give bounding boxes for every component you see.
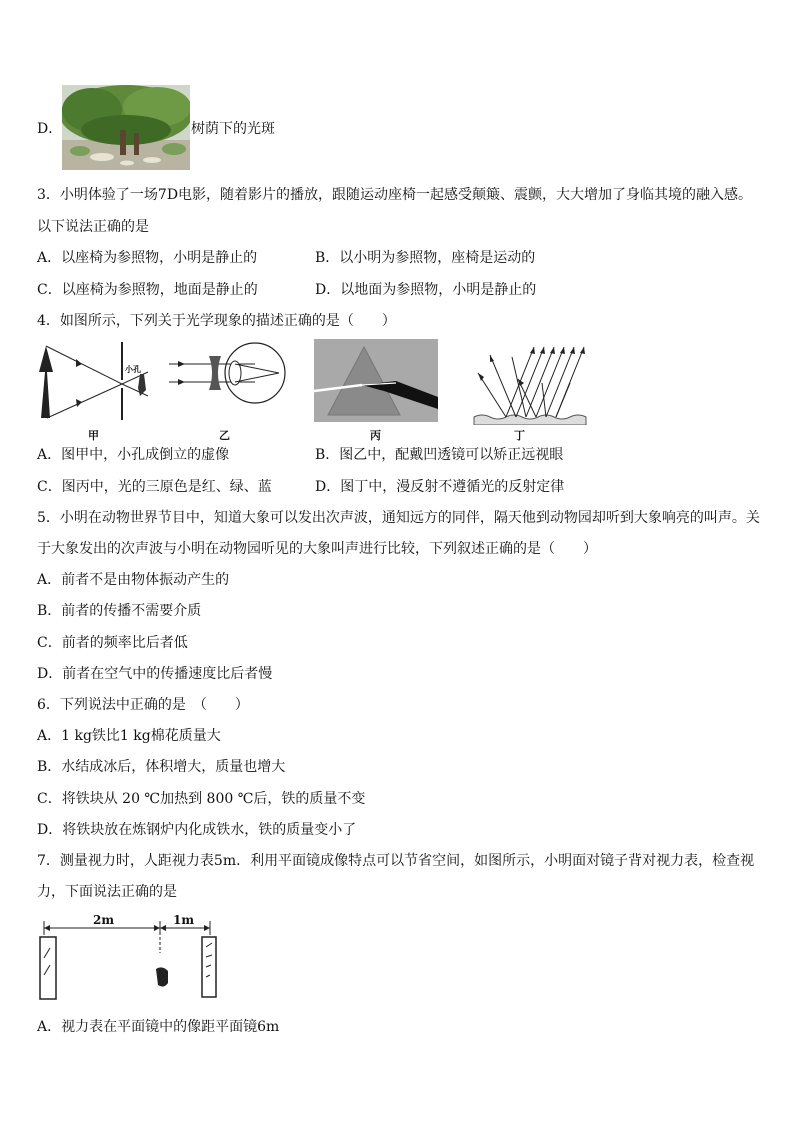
q7-stem-line1: 7．测量视力时，人距视力表5m．利用平面镜成像特点可以节省空间，如图所示，小明面对镜子背对视力表，检查视: [37, 853, 755, 869]
q4-stem: 4．如图所示，下列关于光学现象的描述正确的是（ ）: [37, 313, 396, 329]
q2-option-d-label: D．: [37, 121, 63, 137]
figure-label-ding: 丁: [514, 429, 525, 442]
q4-option-c: C．图丙中，光的三原色是红、绿、蓝: [37, 479, 272, 495]
q2-option-d-text: 树荫下的光斑: [191, 121, 275, 137]
figure-prism: [314, 339, 438, 422]
q6-stem: 6．下列说法中正确的是 （ ）: [37, 697, 249, 713]
q6-option-b: B．水结成冰后，体积增大，质量也增大: [37, 759, 286, 775]
q5-option-d: D．前者在空气中的传播速度比后者慢: [37, 666, 273, 682]
figure-eye-chart-mirror: [36, 913, 222, 1005]
q5-stem-line2: 于大象发出的次声波与小明在动物园听见的大象叫声进行比较，下列叙述正确的是（ ）: [37, 541, 597, 557]
q3-option-b: B．以小明为参照物，座椅是运动的: [315, 250, 536, 266]
q6-option-d: D．将铁块放在炼钢炉内化成铁水，铁的质量变小了: [37, 822, 357, 838]
q5-option-b: B．前者的传播不需要介质: [37, 603, 202, 619]
figure-pinhole: [36, 338, 152, 424]
q7-stem-line2: 力，下面说法正确的是: [37, 884, 177, 900]
figure-label-jia: 甲: [88, 429, 99, 442]
q5-option-c: C．前者的频率比后者低: [37, 635, 188, 651]
q6-option-c: C．将铁块从 20 ℃加热到 800 ℃后，铁的质量不变: [37, 791, 366, 807]
distance-label-2m: 2m: [93, 913, 115, 927]
q4-option-a: A．图甲中，小孔成倒立的虚像: [37, 447, 230, 463]
q5-option-a: A．前者不是由物体振动产生的: [37, 572, 230, 588]
q3-stem-line1: 3．小明体验了一场7D电影，随着影片的播放，跟随运动座椅一起感受颠簸、震颤，大大增加了身临其境的融入感。: [37, 187, 753, 203]
figure-label-bing: 丙: [370, 429, 381, 442]
distance-label-1m: 1m: [173, 913, 195, 927]
q3-stem-line2: 以下说法正确的是: [37, 219, 149, 235]
q5-stem-line1: 5．小明在动物世界节目中，知道大象可以发出次声波，通知远方的同伴，隔天他到动物园却听到大象响亮的叫声。关: [37, 510, 760, 526]
q4-option-b: B．图乙中，配戴凹透镜可以矫正远视眼: [315, 447, 564, 463]
q7-option-a: A．视力表在平面镜中的像距平面镜6m: [37, 1019, 280, 1035]
q3-option-a: A．以座椅为参照物，小明是静止的: [37, 250, 258, 266]
q6-option-a: A．1 kg铁比1 kg棉花质量大: [37, 728, 221, 744]
figure-label-yi: 乙: [219, 429, 230, 442]
q3-option-c: C．以座椅为参照物，地面是静止的: [37, 282, 258, 298]
figure-diffuse-reflection: [472, 343, 590, 425]
pinhole-label: 小孔: [125, 364, 141, 374]
tree-shade-photo: [62, 85, 190, 170]
q4-option-d: D．图丁中，漫反射不遵循光的反射定律: [315, 479, 565, 495]
figure-eye-lens: [167, 342, 287, 406]
q3-option-d: D．以地面为参照物，小明是静止的: [315, 282, 537, 298]
